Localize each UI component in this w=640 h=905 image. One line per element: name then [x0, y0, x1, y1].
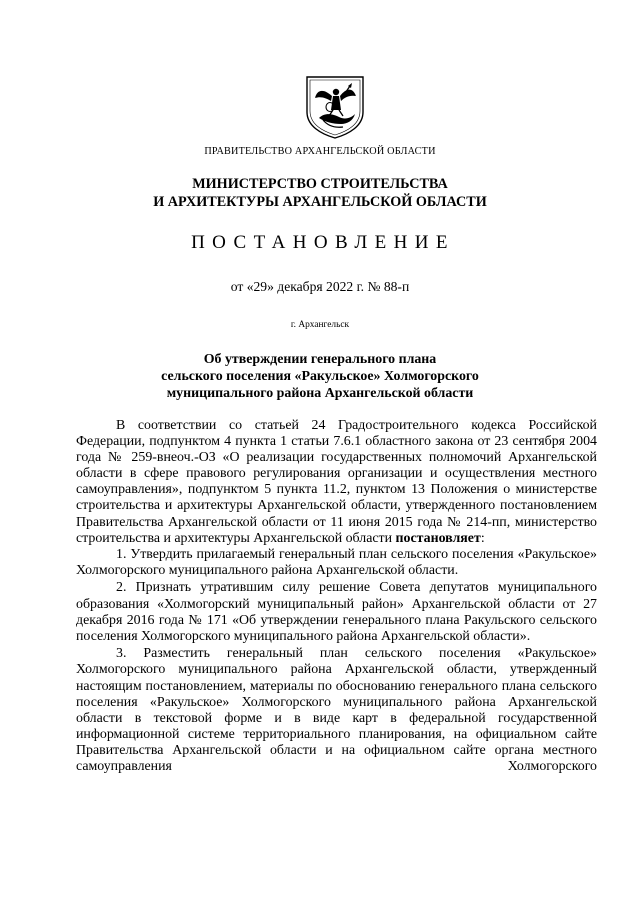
item-2-paragraph: 2. Признать утратившим силу решение Совета депутатов муниципального образования «Холмогорский муниципальный район» Архангельской области от 27 декабря 2016 года № 171 «Об утверждении генерального плана Ракульского сельского поселения Холмогорского муниципального района Архангельской области». [76, 580, 597, 644]
document-city: г. Архангельск [290, 320, 350, 330]
document-body [76, 418, 597, 775]
item-3-paragraph: 3. Разместить генеральный план сельского поселения «Ракульское» Холмогорского муниципального района Архангельской области, утвержденный настоящим постановлением, материалы по обоснованию генерального плана сельского поселения «Ракульское» Холмогорского муниципального района Архангельской области в текстовой форме и в виде карт в федеральной государственной информационной системе территориального планирования, на официальном сайте Правительства Архангельской области и на официальном сайте органа местного самоуправления Холмогорского [76, 646, 597, 774]
preamble-paragraph [76, 418, 597, 547]
coat-of-arms-emblem [303, 74, 367, 140]
document-subject [0, 351, 640, 402]
subject-line-2: сельского поселения «Ракульское» Холмогорского [161, 369, 479, 384]
ministry-name [0, 175, 640, 211]
document-date-number: от «29» декабря 2022 г. № 88-п [230, 279, 410, 294]
item-1-paragraph: 1. Утвердить прилагаемый генеральный план сельского поселения «Ракульское» Холмогорского муниципального района Архангельской области. [76, 546, 597, 578]
preamble-end: : [480, 530, 485, 546]
subject-line-3: муниципального района Архангельской области [166, 386, 474, 401]
document-type-title: ПОСТАНОВЛЕНИЕ [191, 232, 455, 253]
preamble-text: В соответствии со статьей 24 Градостроительного кодекса Российской Федерации, подпунктом 4 пункта 1 статьи 7.6.1 областного закона от 23 сентября 2004 года № 259-внеоч.-ОЗ «О реализации государственных полномочий Архангельской области в сфере правового регулирования организации и осуществления местного самоуправления», подпунктом 5 пункта 11.2, пунктом 13 Положения о министерстве строительства и архитектуры Архангельской области, утвержденного постановлением Правительства Архангельской области от 11 июня 2015 года № 214-пп, министерство строительства и архитектуры Архангельской области [76, 418, 597, 546]
ministry-name-line-2: И АРХИТЕКТУРЫ АРХАНГЕЛЬСКОЙ ОБЛАСТИ [153, 194, 487, 210]
ministry-name-line-1: МИНИСТЕРСТВО СТРОИТЕЛЬСТВА [192, 176, 448, 192]
government-name: ПРАВИТЕЛЬСТВО АРХАНГЕЛЬСКОЙ ОБЛАСТИ [204, 146, 436, 157]
preamble-keyword: постановляет [395, 530, 481, 546]
subject-line-1: Об утверждении генерального плана [203, 352, 437, 367]
